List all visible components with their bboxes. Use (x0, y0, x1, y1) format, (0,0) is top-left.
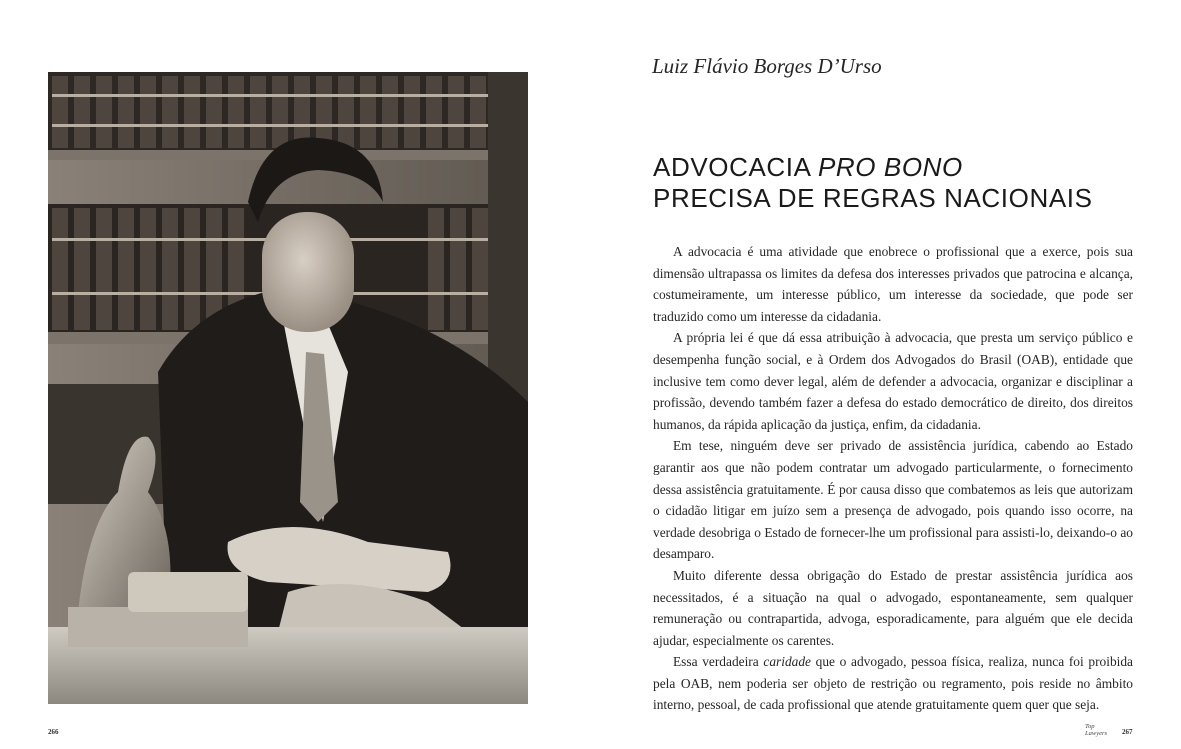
portrait-illustration (48, 72, 528, 704)
paragraph-1: A advocacia é uma atividade que enobrece o profissional que a exerce, pois sua dimensão ultrapassa os limites da defesa dos interesses privados que patrocina e alcança, costumeiramente, um interesse público, um interesse da sociedade, que pode ser traduzido como um interesse da cidadania. (653, 244, 1133, 324)
portrait-photo (48, 72, 528, 704)
title-part1: ADVOCACIA (653, 152, 818, 182)
title-line2: PRECISA DE REGRAS NACIONAIS (653, 183, 1093, 213)
magazine-logo (1085, 723, 1117, 737)
article-title (653, 152, 1133, 214)
author-name: Luiz Flávio Borges D’Urso (652, 54, 882, 78)
paragraph-3: Em tese, ninguém deve ser privado de assistência jurídica, cabendo ao Estado garantir aos que não podem contratar um advogado particularmente, o fornecimento dessa assistência gratuitamente. É por causa disso que combatemos as leis que autorizam o cidadão litigar em juízo sem a presença de advogado, pois quando isso ocorre, na verdade desobriga o Estado de fornecer-lhe um profissional para assisti-lo, deixando-o ao desamparo. (653, 438, 1133, 562)
page-number-right: 267 (1122, 728, 1133, 736)
paragraph-5-start: Essa verdadeira (673, 654, 764, 670)
paragraph-5-end: que o advogado, pessoa física, realiza, nunca foi proibida pela OAB, nem poderia ser objeto de restrição ou regramento, pois reside no âmbito interno, pessoal, de cada profissional que atende gratuitamente quem quer que seja. (653, 654, 1133, 713)
paragraph-5-emphasis: caridade (763, 654, 811, 670)
paragraph-4: Muito diferente dessa obrigação do Estado de prestar assistência jurídica aos necessitados, é a situação na qual o advogado, espontaneamente, sem qualquer remuneração ou contrapartida, advoga, esporadicamente, para alguém que ele decida ajudar, especialmente os carentes. (653, 567, 1133, 648)
title-pro-bono: PRO BONO (817, 152, 963, 182)
brand-line1: Top (1085, 723, 1095, 730)
article-body (653, 241, 1133, 716)
page-number-left: 266 (48, 728, 59, 736)
brand-line2: Lawyers (1085, 730, 1108, 737)
paragraph-5 (653, 651, 1133, 716)
paragraph-2: A própria lei é que dá essa atribuição à advocacia, que presta um serviço público e desempenha função social, e à Ordem dos Advogados do Brasil (OAB), entidade que inclusive tem como dever legal, além de defender a advocacia, organizar e disciplinar a profissão, devendo também fazer a defesa do estado democrático de direito, dos direitos humanos, da rápida aplicação da justiça, enfim, da cidadania. (653, 330, 1133, 432)
